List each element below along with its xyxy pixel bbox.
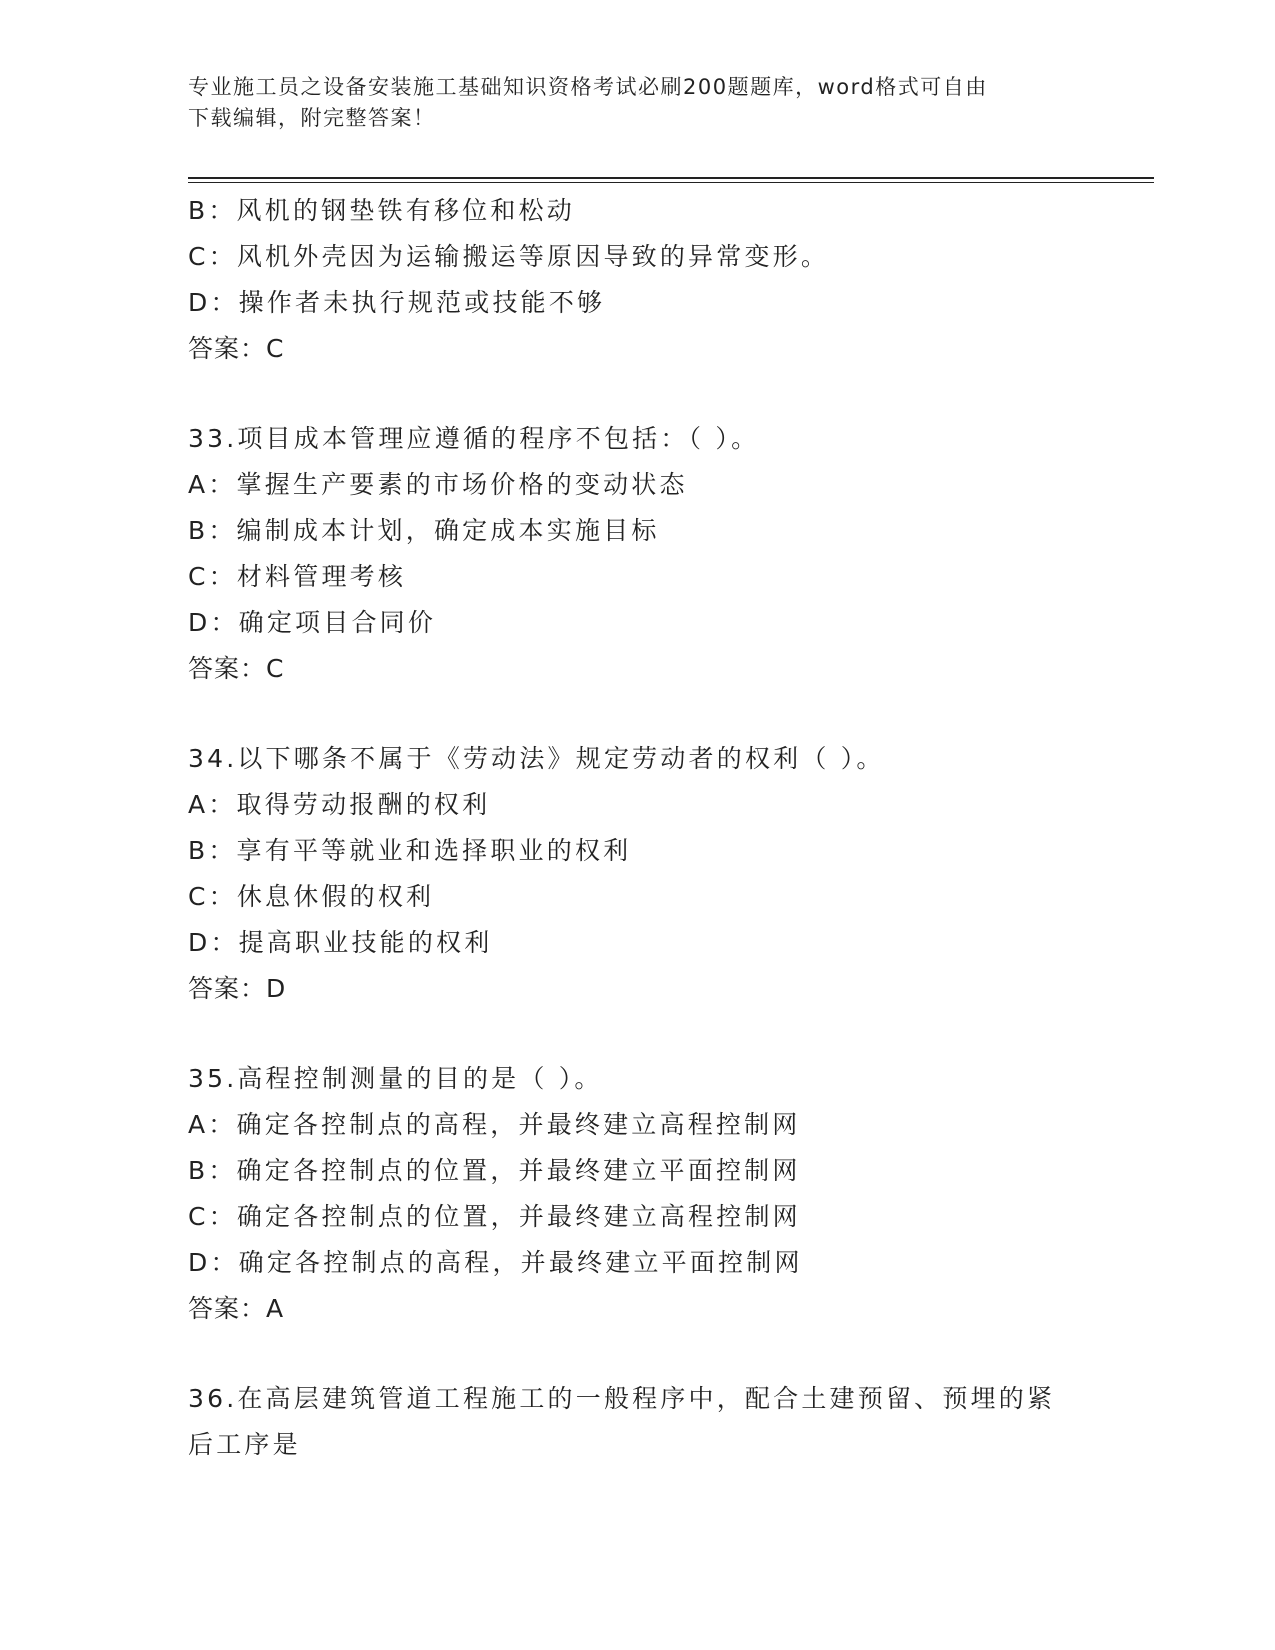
header-rule-thick bbox=[188, 177, 1154, 179]
option-b: B：编制成本计划，确定成本实施目标 bbox=[188, 516, 660, 545]
question-stem-line-1: 36.在高层建筑管道工程施工的一般程序中，配合土建预留、预埋的紧 bbox=[188, 1384, 1056, 1413]
option-b: B：确定各控制点的位置，并最终建立平面控制网 bbox=[188, 1156, 801, 1185]
question-32-continued bbox=[188, 188, 1088, 372]
option-a: A：掌握生产要素的市场价格的变动状态 bbox=[188, 470, 688, 499]
question-stem-line-2: 后工序是 bbox=[188, 1430, 301, 1459]
option-c: C：确定各控制点的位置，并最终建立高程控制网 bbox=[188, 1202, 801, 1231]
header-line-2: 下载编辑，附完整答案！ bbox=[188, 106, 436, 130]
option-d: D：确定项目合同价 bbox=[188, 608, 437, 637]
question-stem: 33.项目成本管理应遵循的程序不包括：（ ）。 bbox=[188, 424, 760, 453]
option-b: B：风机的钢垫铁有移位和松动 bbox=[188, 196, 575, 225]
option-a: A：取得劳动报酬的权利 bbox=[188, 790, 491, 819]
header-rule-thin bbox=[188, 182, 1154, 183]
answer-line: 答案：A bbox=[188, 1294, 285, 1323]
question-list bbox=[188, 188, 1088, 1468]
question-34 bbox=[188, 736, 1088, 1012]
question-stem: 35.高程控制测量的目的是（ ）。 bbox=[188, 1064, 603, 1093]
question-36 bbox=[188, 1376, 1088, 1468]
question-stem: 34.以下哪条不属于《劳动法》规定劳动者的权利（ ）。 bbox=[188, 744, 885, 773]
option-c: C：材料管理考核 bbox=[188, 562, 407, 591]
option-c: C：休息休假的权利 bbox=[188, 882, 435, 911]
option-d: D：提高职业技能的权利 bbox=[188, 928, 493, 957]
answer-line: 答案：C bbox=[188, 334, 285, 363]
option-b: B：享有平等就业和选择职业的权利 bbox=[188, 836, 632, 865]
header-line-1: 专业施工员之设备安装施工基础知识资格考试必刷200题题库，word格式可自由 bbox=[188, 75, 988, 99]
option-c: C：风机外壳因为运输搬运等原因导致的异常变形。 bbox=[188, 242, 830, 271]
question-33 bbox=[188, 416, 1088, 692]
document-header bbox=[188, 72, 1088, 134]
answer-line: 答案：D bbox=[188, 974, 287, 1003]
option-d: D：操作者未执行规范或技能不够 bbox=[188, 288, 606, 317]
answer-line: 答案：C bbox=[188, 654, 285, 683]
option-d: D：确定各控制点的高程，并最终建立平面控制网 bbox=[188, 1248, 803, 1277]
question-35 bbox=[188, 1056, 1088, 1332]
option-a: A：确定各控制点的高程，并最终建立高程控制网 bbox=[188, 1110, 801, 1139]
